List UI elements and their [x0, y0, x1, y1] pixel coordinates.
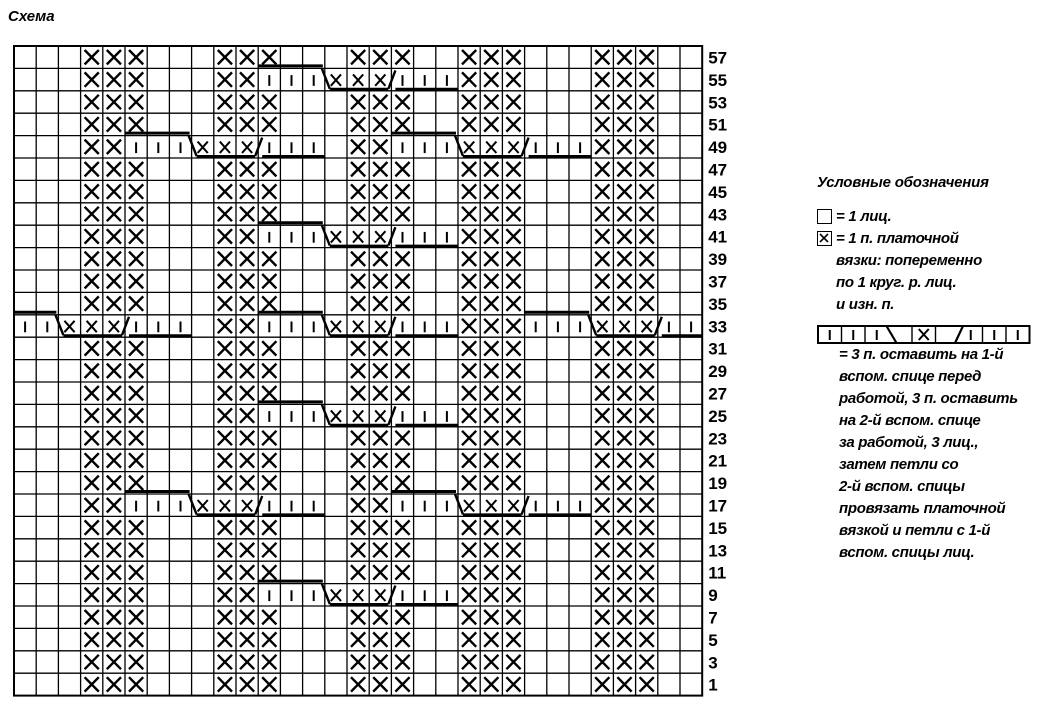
garter-stitch-icon	[817, 231, 832, 246]
legend-cable-line: 2-й вспом. спицы	[839, 478, 965, 495]
row-label: 23	[708, 429, 728, 449]
row-label: 49	[708, 138, 728, 158]
row-label: 55	[708, 70, 728, 90]
legend-garter-line: = 1 п. платочной	[836, 230, 959, 247]
knit-stitch-icon	[817, 209, 832, 224]
row-label: 15	[708, 518, 728, 538]
legend-cable-line: провязать платочной	[839, 500, 1006, 517]
legend-cable-line: за работой, 3 лиц.,	[839, 434, 979, 451]
row-label: 19	[708, 474, 728, 494]
row-label: 29	[708, 362, 728, 382]
legend-cable-line: вспом. спицы лиц.	[839, 544, 975, 561]
row-label: 41	[708, 227, 728, 247]
legend	[817, 172, 1042, 564]
legend-cable-line: вспом. спице перед	[839, 368, 982, 385]
legend-knit-text: = 1 лиц.	[836, 208, 892, 225]
row-label: 3	[708, 653, 718, 673]
row-label: 5	[708, 630, 718, 650]
row-label: 53	[708, 93, 728, 113]
row-label: 1	[708, 675, 718, 695]
row-label: 57	[708, 48, 728, 68]
row-label: 27	[708, 384, 728, 404]
row-label: 43	[708, 205, 728, 225]
row-label: 35	[708, 294, 728, 314]
row-label: 13	[708, 541, 728, 561]
legend-cable-line: = 3 п. оставить на 1-й	[839, 346, 1004, 363]
row-label: 11	[708, 563, 727, 583]
row-label: 7	[708, 608, 718, 628]
row-label: 45	[708, 182, 728, 202]
legend-cable-line: затем петли со	[839, 456, 959, 473]
row-label: 47	[708, 160, 728, 180]
page-title: Схема	[8, 8, 55, 25]
legend-cable-line: на 2-й вспом. спице	[839, 412, 981, 429]
row-label: 25	[708, 406, 728, 426]
legend-garter-line: вязки: попеременно	[836, 252, 982, 269]
row-label: 21	[708, 451, 728, 471]
legend-garter-line: по 1 круг. р. лиц.	[836, 274, 957, 291]
row-label: 9	[708, 586, 718, 606]
row-label: 33	[708, 317, 728, 337]
legend-cable-text	[817, 344, 1042, 564]
legend-knit	[817, 206, 1042, 228]
row-label: 39	[708, 250, 728, 270]
row-label: 17	[708, 496, 728, 516]
row-label: 51	[708, 115, 728, 135]
row-label: 37	[708, 272, 728, 292]
row-label: 31	[708, 339, 728, 359]
legend-cable-line: вязкой и петли с 1-й	[839, 522, 991, 539]
legend-cable-line: работой, 3 п. оставить	[839, 390, 1018, 407]
legend-garter	[817, 228, 1042, 316]
cable-symbol-icon	[817, 324, 1031, 344]
legend-garter-line: и изн. п.	[836, 296, 895, 313]
legend-title: Условные обозначения	[817, 174, 989, 191]
